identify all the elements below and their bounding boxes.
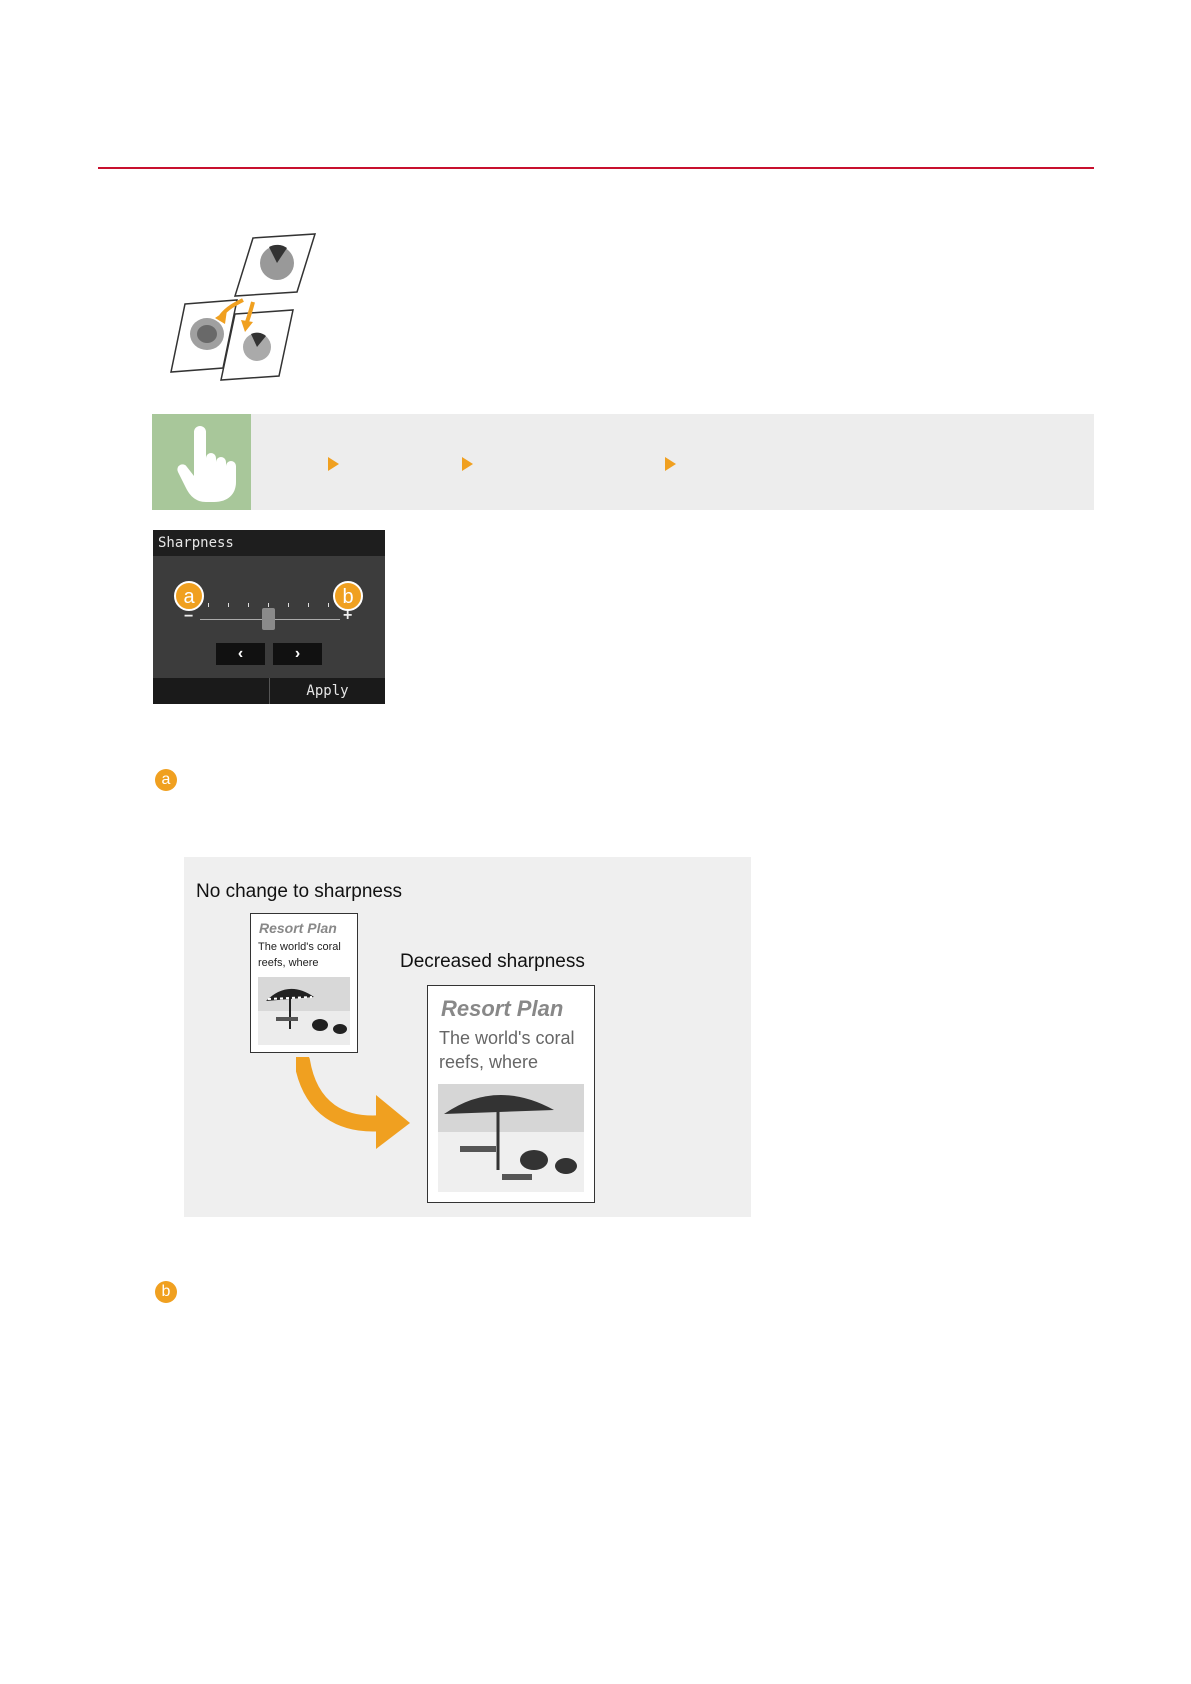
label-no-change: No change to sharpness [196,881,402,902]
plus-label: + [343,607,353,624]
beach-photo-soft [438,1084,584,1192]
callout-b-badge: b [333,581,363,611]
breadcrumb-arrow-icon [462,457,473,471]
label-decreased: Decreased sharpness [400,951,585,972]
apply-button[interactable]: Apply [306,683,349,699]
doc-title-large: Resort Plan [441,996,564,1021]
header-rule [98,167,1094,169]
decreased-document [427,985,595,1203]
beach-photo-sharp [258,977,350,1045]
slider-tick [308,603,309,607]
hand-pointer-icon [152,414,251,510]
doc-line2-large: reefs, where [439,1052,539,1072]
doc-line2-small: reefs, where [258,957,319,969]
touch-hand-tile [152,414,251,510]
doc-title-small: Resort Plan [259,920,337,936]
minus-label: − [184,608,194,625]
sharp-page-icon [235,234,315,296]
slider-tick [288,603,289,607]
panel-title: Sharpness [153,530,385,556]
sharpness-example [184,857,751,1217]
slider-tick [208,603,209,607]
operation-bar [152,414,1094,510]
callout-a-badge: a [174,581,204,611]
sharpness-panel [153,530,385,704]
sharpness-illustration [165,230,335,385]
original-document [250,913,358,1053]
curved-arrow-icon [296,1057,416,1157]
slider-tick [248,603,249,607]
panel-footer [153,678,385,704]
slider-tick [268,603,269,607]
marker-a: a [155,769,177,791]
slider-tick [228,603,229,607]
decrease-button[interactable]: ‹ [216,643,265,665]
breadcrumb-arrow-icon [665,457,676,471]
increase-button[interactable]: › [273,643,322,665]
breadcrumb-arrow-icon [328,457,339,471]
doc-line1-large: The world's coral [439,1028,575,1048]
doc-line1-small: The world's coral [258,941,341,953]
slider-tick [328,603,329,607]
marker-b: b [155,1281,177,1303]
sharpness-slider-knob[interactable] [262,608,275,630]
